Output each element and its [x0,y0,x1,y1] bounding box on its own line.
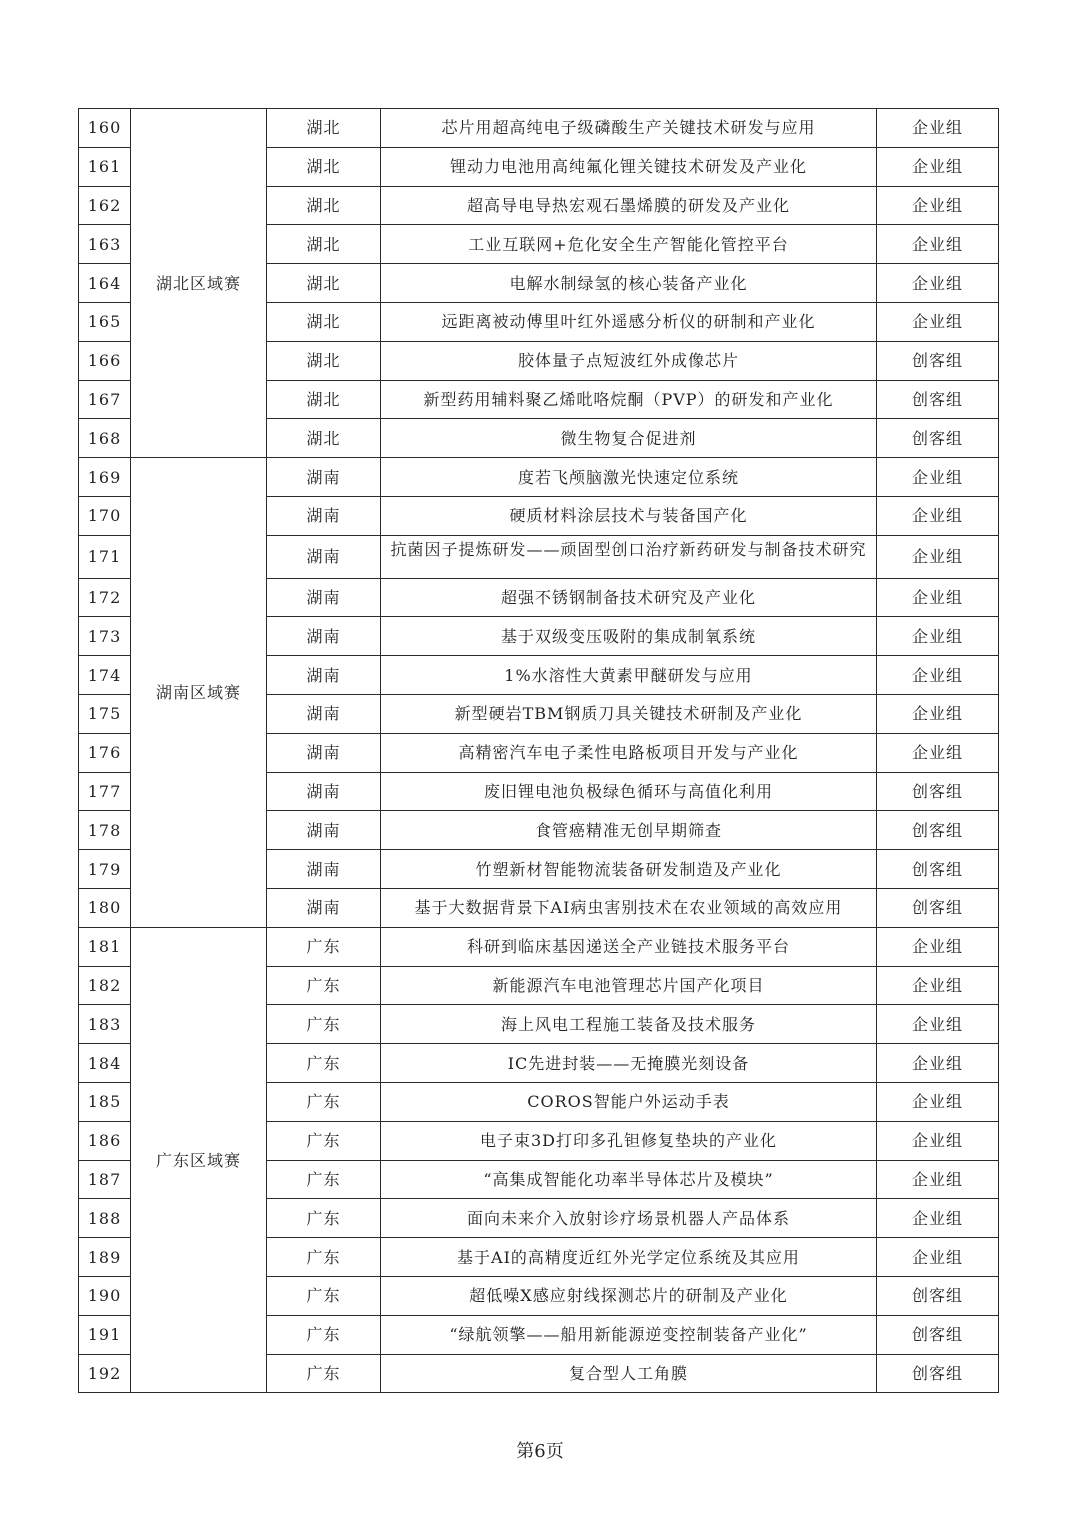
group-type: 企业组 [877,927,999,966]
project-name: 芯片用超高纯电子级磷酸生产关键技术研发与应用 [381,109,877,148]
province-cell: 广东 [267,966,381,1005]
province-cell: 湖南 [267,733,381,772]
project-name: 硬质材料涂层技术与装备国产化 [381,496,877,535]
group-type: 创客组 [877,772,999,811]
row-number: 165 [79,302,131,341]
row-number: 169 [79,458,131,497]
project-name: 高精密汽车电子柔性电路板项目开发与产业化 [381,733,877,772]
group-type: 企业组 [877,617,999,656]
province-cell: 湖南 [267,694,381,733]
row-number: 184 [79,1044,131,1083]
project-name: 基于AI的高精度近红外光学定位系统及其应用 [381,1238,877,1277]
project-name: 微生物复合促进剂 [381,419,877,458]
province-cell: 湖南 [267,850,381,889]
group-type: 企业组 [877,1005,999,1044]
project-name: 面向未来介入放射诊疗场景机器人产品体系 [381,1199,877,1238]
province-cell: 广东 [267,1082,381,1121]
province-cell: 湖南 [267,811,381,850]
row-number: 183 [79,1005,131,1044]
region-cell: 湖北区域赛 [131,109,267,458]
project-name: 新型药用辅料聚乙烯吡咯烷酮（PVP）的研发和产业化 [381,380,877,419]
row-number: 192 [79,1354,131,1393]
group-type: 创客组 [877,1315,999,1354]
province-cell: 广东 [267,1005,381,1044]
group-type: 企业组 [877,1121,999,1160]
province-cell: 湖南 [267,656,381,695]
group-type: 创客组 [877,419,999,458]
project-name: 抗菌因子提炼研发——顽固型创口治疗新药研发与制备技术研究 [381,535,877,578]
row-number: 188 [79,1199,131,1238]
table-body [79,109,999,1393]
project-name: 远距离被动傅里叶红外遥感分析仪的研制和产业化 [381,302,877,341]
province-cell: 湖南 [267,578,381,617]
project-name: “绿航领擎——船用新能源逆变控制装备产业化” [381,1315,877,1354]
group-type: 创客组 [877,1354,999,1393]
project-name: 食管癌精准无创早期筛查 [381,811,877,850]
project-name: 新型硬岩TBM钢质刀具关键技术研制及产业化 [381,694,877,733]
group-type: 企业组 [877,694,999,733]
project-name: 工业互联网+危化安全生产智能化管控平台 [381,225,877,264]
row-number: 181 [79,927,131,966]
table-row [79,109,999,148]
group-type: 企业组 [877,147,999,186]
project-name: 新能源汽车电池管理芯片国产化项目 [381,966,877,1005]
row-number: 176 [79,733,131,772]
group-type: 企业组 [877,1160,999,1199]
group-type: 企业组 [877,733,999,772]
group-type: 企业组 [877,578,999,617]
row-number: 179 [79,850,131,889]
project-name: 废旧锂电池负极绿色循环与高值化利用 [381,772,877,811]
row-number: 172 [79,578,131,617]
group-type: 企业组 [877,458,999,497]
row-number: 164 [79,264,131,303]
province-cell: 湖北 [267,109,381,148]
project-name: IC先进封装——无掩膜光刻设备 [381,1044,877,1083]
group-type: 创客组 [877,341,999,380]
region-cell: 湖南区域赛 [131,458,267,928]
row-number: 161 [79,147,131,186]
row-number: 180 [79,888,131,927]
province-cell: 广东 [267,1276,381,1315]
project-name: 胶体量子点短波红外成像芯片 [381,341,877,380]
table-row [79,927,999,966]
group-type: 企业组 [877,264,999,303]
group-type: 企业组 [877,109,999,148]
row-number: 185 [79,1082,131,1121]
province-cell: 广东 [267,1315,381,1354]
group-type: 企业组 [877,966,999,1005]
row-number: 174 [79,656,131,695]
province-cell: 湖南 [267,535,381,578]
row-number: 175 [79,694,131,733]
province-cell: 湖南 [267,458,381,497]
group-type: 企业组 [877,225,999,264]
province-cell: 湖北 [267,147,381,186]
row-number: 170 [79,496,131,535]
project-name: 超高导电导热宏观石墨烯膜的研发及产业化 [381,186,877,225]
row-number: 167 [79,380,131,419]
province-cell: 湖北 [267,302,381,341]
project-name: 超低噪X感应射线探测芯片的研制及产业化 [381,1276,877,1315]
project-name: 科研到临床基因递送全产业链技术服务平台 [381,927,877,966]
group-type: 企业组 [877,1044,999,1083]
row-number: 173 [79,617,131,656]
project-name: 度若飞颅脑激光快速定位系统 [381,458,877,497]
group-type: 创客组 [877,380,999,419]
province-cell: 广东 [267,1121,381,1160]
project-name: 海上风电工程施工装备及技术服务 [381,1005,877,1044]
province-cell: 湖南 [267,496,381,535]
project-name: 1%水溶性大黄素甲醚研发与应用 [381,656,877,695]
project-name: 竹塑新材智能物流装备研发制造及产业化 [381,850,877,889]
row-number: 168 [79,419,131,458]
group-type: 创客组 [877,888,999,927]
row-number: 162 [79,186,131,225]
project-name: 基于双级变压吸附的集成制氧系统 [381,617,877,656]
province-cell: 湖北 [267,186,381,225]
group-type: 企业组 [877,302,999,341]
row-number: 178 [79,811,131,850]
row-number: 177 [79,772,131,811]
table-row [79,458,999,497]
row-number: 160 [79,109,131,148]
group-type: 企业组 [877,1238,999,1277]
group-type: 企业组 [877,656,999,695]
region-cell: 广东区域赛 [131,927,267,1393]
province-cell: 湖北 [267,225,381,264]
province-cell: 广东 [267,927,381,966]
project-name: 电解水制绿氢的核心装备产业化 [381,264,877,303]
group-type: 企业组 [877,1082,999,1121]
province-cell: 广东 [267,1199,381,1238]
project-name: 电子束3D打印多孔钽修复垫块的产业化 [381,1121,877,1160]
province-cell: 湖南 [267,617,381,656]
row-number: 166 [79,341,131,380]
group-type: 企业组 [877,186,999,225]
row-number: 189 [79,1238,131,1277]
province-cell: 湖北 [267,264,381,303]
province-cell: 广东 [267,1238,381,1277]
row-number: 163 [79,225,131,264]
group-type: 创客组 [877,1276,999,1315]
project-name: COROS智能户外运动手表 [381,1082,877,1121]
group-type: 企业组 [877,535,999,578]
province-cell: 湖北 [267,380,381,419]
province-cell: 广东 [267,1160,381,1199]
project-name: 复合型人工角膜 [381,1354,877,1393]
province-cell: 广东 [267,1354,381,1393]
project-name: “高集成智能化功率半导体芯片及模块” [381,1160,877,1199]
province-cell: 湖南 [267,772,381,811]
page-number: 第6页 [516,1441,564,1462]
row-number: 187 [79,1160,131,1199]
province-cell: 湖南 [267,888,381,927]
project-name: 基于大数据背景下AI病虫害别技术在农业领域的高效应用 [381,888,877,927]
project-name: 超强不锈钢制备技术研究及产业化 [381,578,877,617]
province-cell: 湖北 [267,341,381,380]
row-number: 186 [79,1121,131,1160]
row-number: 171 [79,535,131,578]
group-type: 创客组 [877,811,999,850]
province-cell: 湖北 [267,419,381,458]
group-type: 企业组 [877,496,999,535]
row-number: 182 [79,966,131,1005]
group-type: 企业组 [877,1199,999,1238]
province-cell: 广东 [267,1044,381,1083]
row-number: 191 [79,1315,131,1354]
project-name: 锂动力电池用高纯氟化锂关键技术研发及产业化 [381,147,877,186]
competition-list-table [78,108,999,1393]
row-number: 190 [79,1276,131,1315]
group-type: 创客组 [877,850,999,889]
